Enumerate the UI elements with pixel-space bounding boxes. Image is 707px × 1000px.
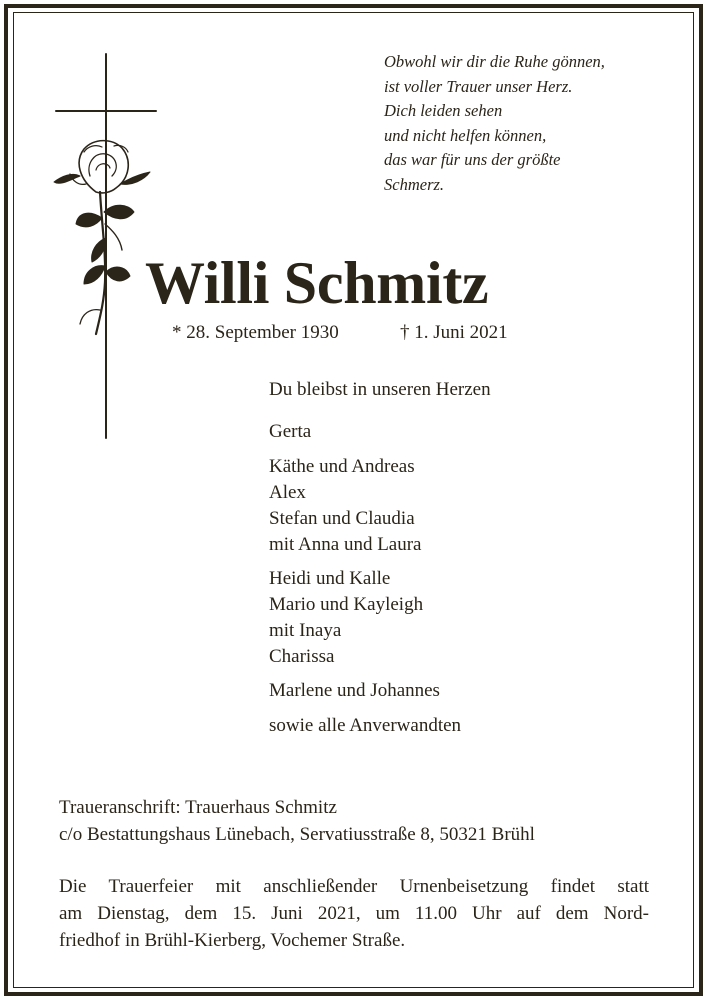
mourner-name: Käthe und Andreas [269, 456, 415, 477]
mourner-name: mit Anna und Laura [269, 534, 422, 555]
mourner-name: mit Inaya [269, 620, 342, 641]
poem-line: Dich leiden sehen [384, 101, 503, 121]
mourner-name: sowie alle Anverwandten [269, 715, 462, 736]
ceremony-line: am Dienstag, dem 15. Juni 2021, um 11.00 Uhr auf dem Nord- [59, 903, 649, 924]
birth-date: * 28. September 1930 [172, 322, 339, 343]
mourner-name: Charissa [269, 646, 335, 667]
mourning-address [59, 794, 659, 848]
mourner-name: Mario und Kayleigh [269, 594, 424, 615]
mourner-name: Gerta [269, 421, 312, 442]
death-date: † 1. Juni 2021 [400, 322, 508, 343]
poem-line: Schmerz. [384, 174, 445, 194]
ceremony-line: Die Trauerfeier mit anschließender Urnenbeisetzung findet statt [59, 876, 649, 897]
poem-line: das war für uns der größte [384, 150, 561, 170]
mourner-name: Marlene und Johannes [269, 680, 440, 701]
ceremony-line: friedhof in Brühl-Kierberg, Vochemer Straße. [59, 930, 406, 951]
poem-line: Obwohl wir dir die Ruhe gönnen, [384, 52, 605, 71]
mourners-intro: Du bleibst in unseren Herzen [269, 379, 491, 400]
mourners-list [269, 377, 679, 739]
address-line: c/o Bestattungshaus Lünebach, Servatiusstraße 8, 50321 Brühl [59, 824, 535, 845]
poem-line: ist voller Trauer unser Herz. [384, 76, 573, 96]
address-line: Traueranschrift: Trauerhaus Schmitz [59, 797, 337, 818]
deceased-name: Willi Schmitz [145, 250, 489, 316]
memorial-poem [384, 50, 674, 198]
funeral-ceremony-info [59, 873, 649, 954]
mourner-name: Alex [269, 482, 306, 503]
mourner-name: Heidi und Kalle [269, 568, 391, 589]
mourner-name: Stefan und Claudia [269, 508, 415, 529]
poem-line: und nicht helfen können, [384, 125, 547, 145]
